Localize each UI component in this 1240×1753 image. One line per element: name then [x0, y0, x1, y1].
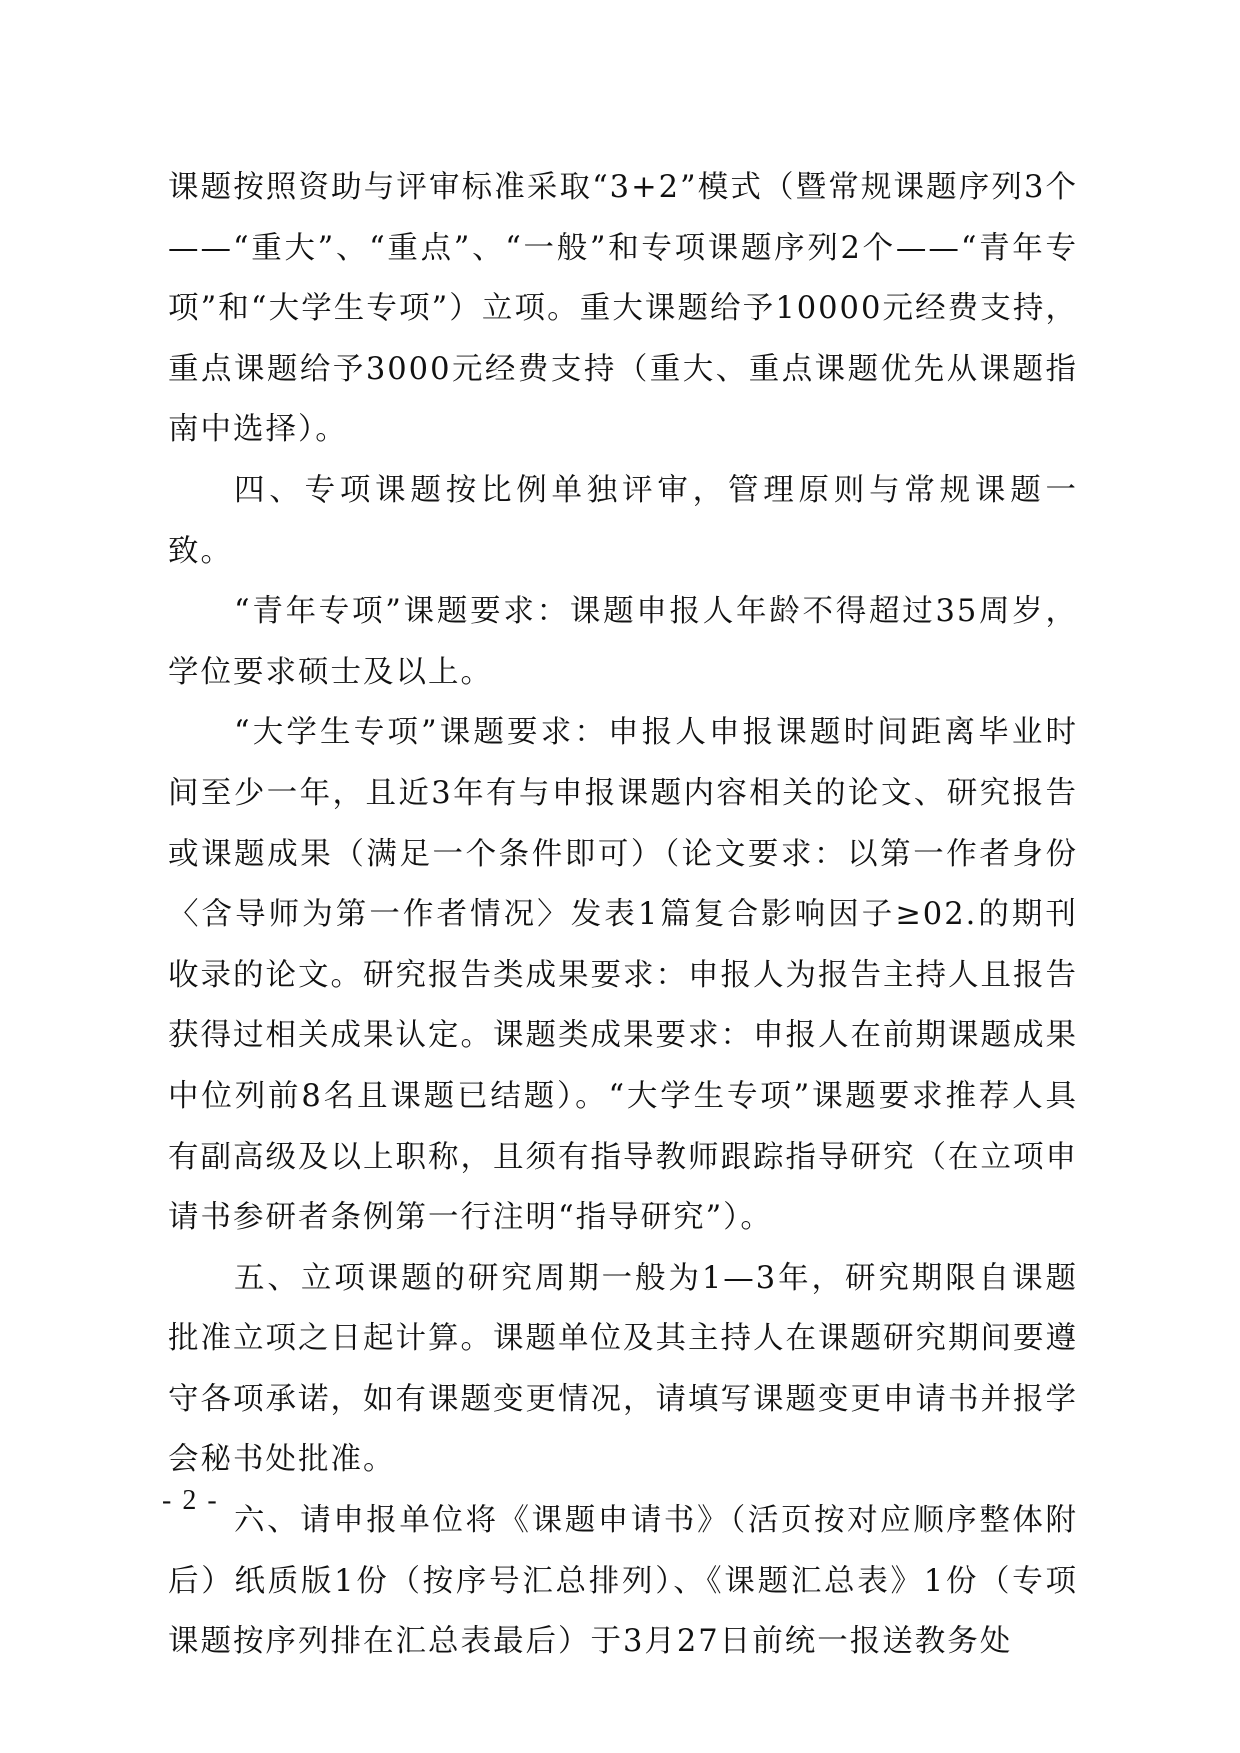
paragraph-section-four: 四、专项课题按比例单独评审，管理原则与常规课题一致。	[168, 472, 1078, 569]
document-body	[168, 158, 1078, 1673]
paragraph-youth-requirements: “青年专项”课题要求：课题申报人年龄不得超过35周岁，学位要求硕士及以上。	[168, 594, 1078, 690]
page-number: - 2 -	[162, 1485, 219, 1516]
paragraph-section-five: 五、立项课题的研究周期一般为1—3年，研究期限自课题批准立项之日起计算。课题单位及其主持人在课题研究期间要遵守各项承诺，如有课题变更情况，请填写课题变更申请书并报学会秘书处批准。	[168, 1260, 1078, 1478]
paragraph-funding-model: 课题按照资助与评审标准采取“3+2”模式（暨常规课题序列3个——“重大”、“重点”、“一般”和专项课题序列2个——“青年专项”和“大学生专项”）立项。重大课题给予10000元经费支持，重点课题给予3000元经费支持（重大、重点课题优先从课题指南中选择）。	[168, 170, 1078, 448]
paragraph-section-six: 六、请申报单位将《课题申请书》（活页按对应顺序整体附后）纸质版1份（按序号汇总排列）、《课题汇总表》1份（专项课题按序列排在汇总表最后）于3月27日前统一报送教务处	[168, 1503, 1078, 1660]
paragraph-student-requirements: “大学生专项”课题要求：申报人申报课题时间距离毕业时间至少一年，且近3年有与申报课题内容相关的论文、研究报告或课题成果（满足一个条件即可）（论文要求：以第一作者身份〈含导师为第一作者情况〉发表1篇复合影响因子≥02.的期刊收录的论文。研究报告类成果要求：申报人为报告主持人且报告获得过相关成果认定。课题类成果要求：申报人在前期课题成果中位列前8名且课题已结题）。“大学生专项”课题要求推荐人具有副高级及以上职称，且须有指导教师跟踪指导研究（在立项申请书参研者条例第一行注明“指导研究”）。	[168, 715, 1078, 1236]
